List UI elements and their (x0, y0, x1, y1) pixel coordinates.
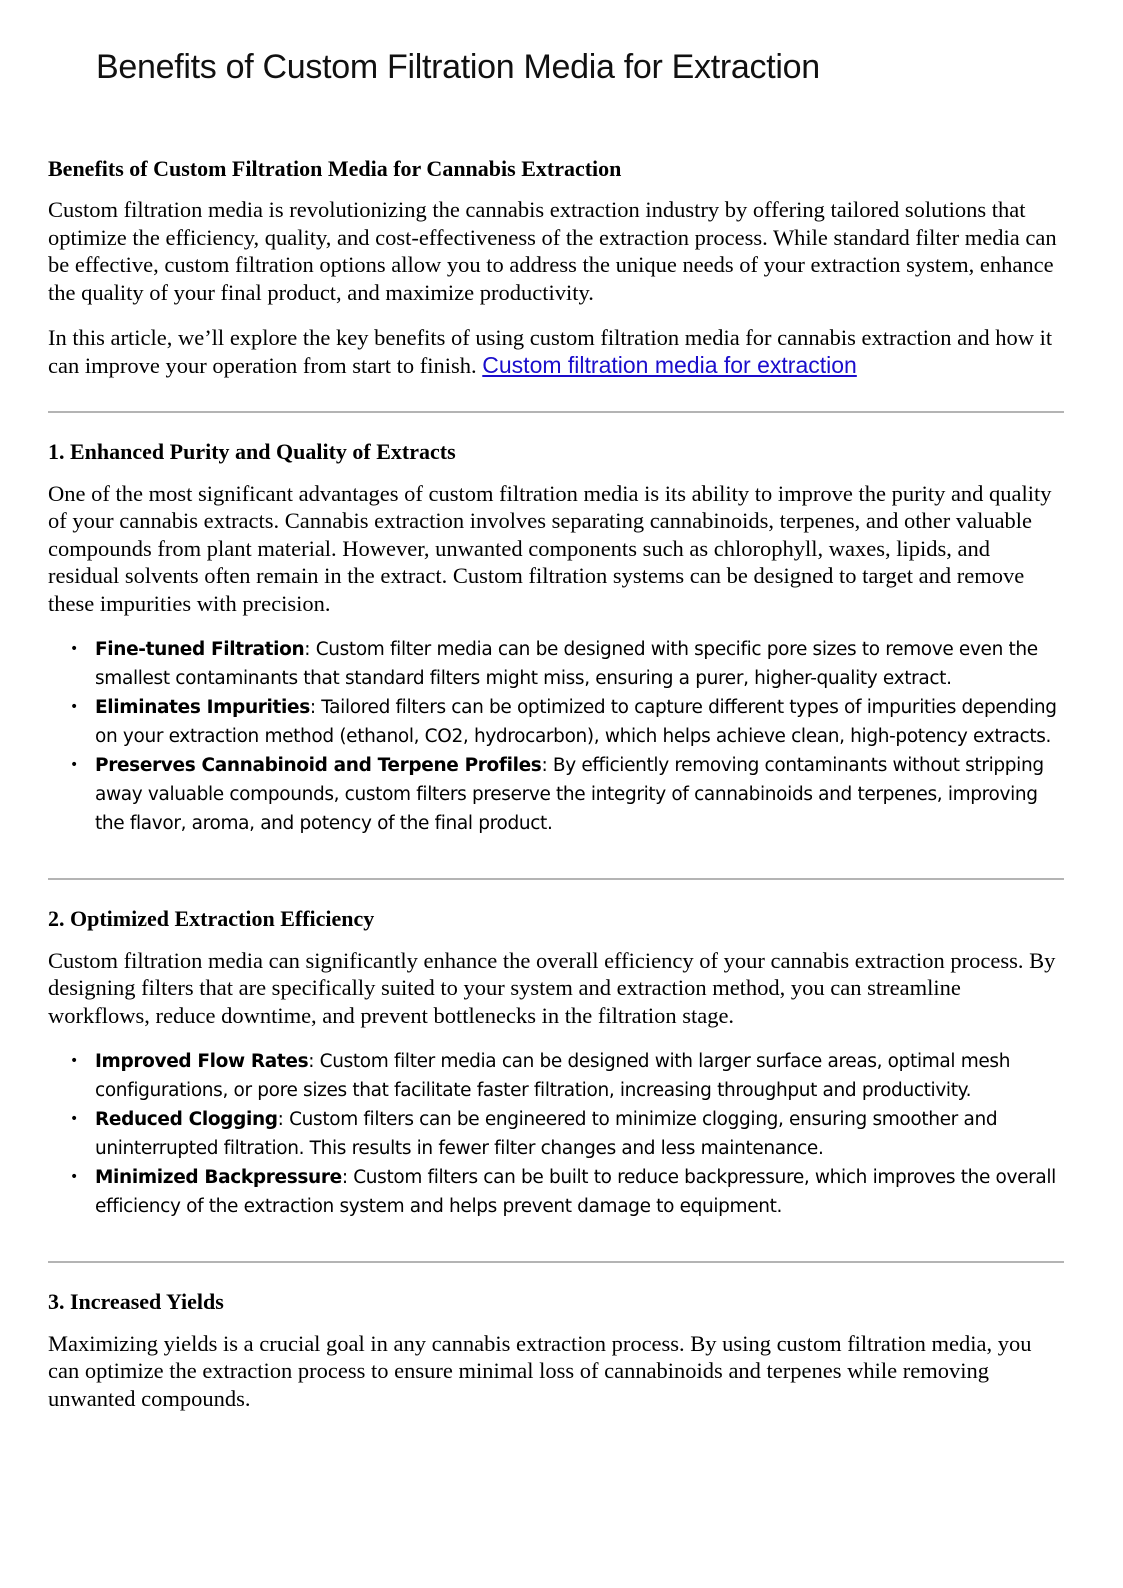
list-item (70, 751, 1064, 838)
bullet-icon: • (70, 1111, 78, 1128)
bullet-icon: • (70, 757, 78, 774)
section-2-body: Custom filtration media can significantly enhance the overall efficiency of your cannabis extraction process. By designing filters that are specifically suited to your system and extraction method, you can streamline workflows, reduce downtime, and prevent bottlenecks in the filtration stage. (48, 947, 1056, 1028)
section-divider (48, 411, 1064, 413)
section-3-heading: 3. Increased Yields (48, 1289, 224, 1315)
bullet-icon: • (70, 641, 78, 658)
custom-filtration-link[interactable]: Custom filtration media for extraction (482, 351, 857, 378)
section-1-bullet-list (48, 635, 1064, 838)
bullet-icon: • (70, 1169, 78, 1186)
bullet-text: : Tailored filters can be optimized to capture different types of impurities depending on your extraction method (ethanol, CO2, hydrocarbon), which helps achieve clean, high-potency extracts. (95, 697, 1057, 748)
bullet-text: : Custom filters can be built to reduce backpressure, which improves the overall efficiency of the extraction system and helps prevent damage to equipment. (95, 1167, 1056, 1218)
bullet-term: Fine-tuned Filtration (95, 639, 305, 661)
intro-paragraph-2 (48, 324, 1064, 379)
intro-paragraph-2-text: In this article, we’ll explore the key benefits of using custom filtration media for cannabis extraction and how it can improve your operation from start to finish. (48, 325, 1053, 378)
section-divider (48, 1261, 1064, 1263)
document-title: Benefits of Custom Filtration Media for Extraction (96, 48, 820, 86)
section-1-body: One of the most significant advantages of custom filtration media is its ability to improve the purity and quality of your cannabis extracts. Cannabis extraction involves separating cannabinoids, terpenes, and other valuable compounds from plant material. However, unwanted components such as chlorophyll, waxes, lipids, and residual solvents often remain in the extract. Custom filtration systems can be designed to target and remove these impurities with precision. (48, 480, 1052, 616)
article-content (48, 156, 1064, 1430)
bullet-text: : Custom filter media can be designed with larger surface areas, optimal mesh configurations, or pore sizes that facilitate faster filtration, increasing throughput and productivity. (95, 1051, 1011, 1102)
intro-heading: Benefits of Custom Filtration Media for Cannabis Extraction (48, 156, 622, 181)
list-item (70, 635, 1064, 693)
bullet-term: Minimized Backpressure (95, 1167, 342, 1189)
bullet-term: Improved Flow Rates (95, 1051, 309, 1073)
section-divider (48, 878, 1064, 880)
list-item (70, 1047, 1064, 1105)
bullet-term: Reduced Clogging (95, 1109, 278, 1131)
list-item (70, 693, 1064, 751)
section-1-heading: 1. Enhanced Purity and Quality of Extracts (48, 439, 456, 465)
bullet-term: Eliminates Impurities (95, 697, 310, 719)
bullet-icon: • (70, 699, 78, 716)
list-item (70, 1105, 1064, 1163)
list-item (70, 1163, 1064, 1221)
section-2-heading: 2. Optimized Extraction Efficiency (48, 906, 375, 932)
bullet-text: : By efficiently removing contaminants without stripping away valuable compounds, custom filters preserve the integrity of cannabinoids and terpenes, improving the flavor, aroma, and potency of the final product. (95, 755, 1044, 835)
bullet-text: : Custom filter media can be designed with specific pore sizes to remove even the smallest contaminants that standard filters might miss, ensuring a purer, higher-quality extract. (95, 639, 1038, 690)
section-3-body: Maximizing yields is a crucial goal in any cannabis extraction process. By using custom filtration media, you can optimize the extraction process to ensure minimal loss of cannabinoids and terpenes while removing unwanted compounds. (48, 1330, 1032, 1411)
intro-paragraph-1: Custom filtration media is revolutionizing the cannabis extraction industry by offering tailored solutions that optimize the efficiency, quality, and cost-effectiveness of the extraction process. While standard filter media can be effective, custom filtration options allow you to address the unique needs of your extraction system, enhance the quality of your final product, and maximize productivity. (48, 197, 1057, 305)
bullet-term: Preserves Cannabinoid and Terpene Profiles (95, 755, 542, 777)
bullet-text: : Custom filters can be engineered to minimize clogging, ensuring smoother and uninterrupted filtration. This results in fewer filter changes and less maintenance. (95, 1109, 998, 1160)
bullet-icon: • (70, 1053, 78, 1070)
section-2-bullet-list (48, 1047, 1064, 1221)
